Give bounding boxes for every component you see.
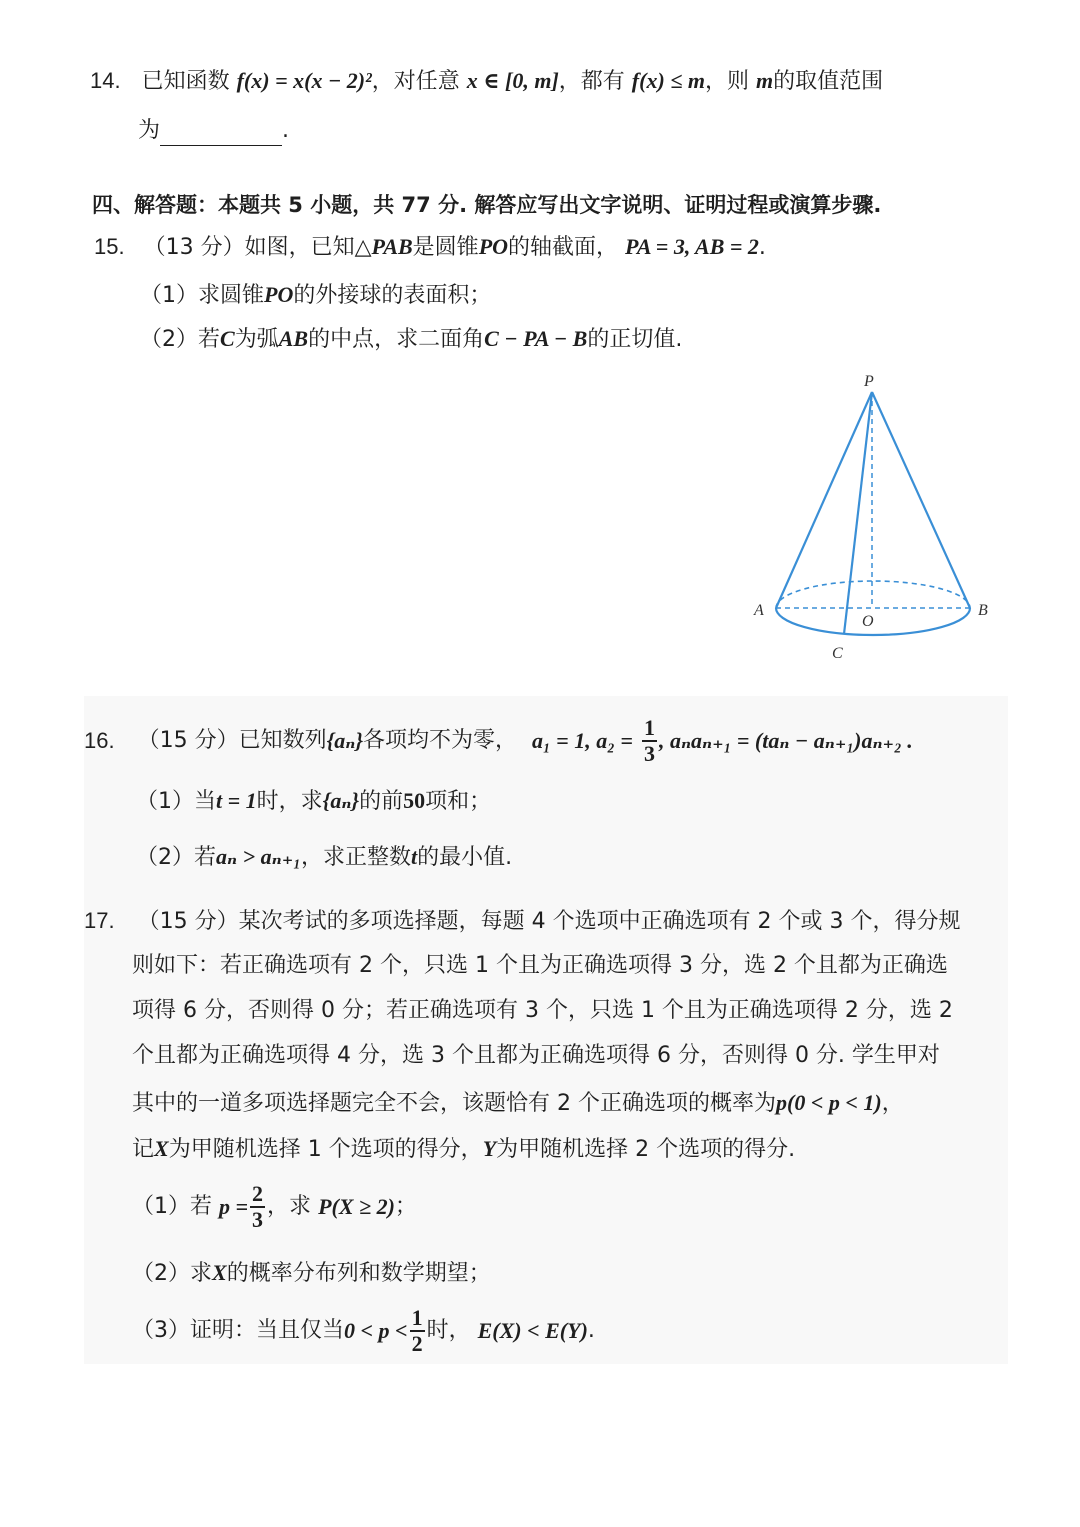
q17-text: ，	[881, 1091, 904, 1116]
q17-sub1	[132, 1182, 417, 1240]
base-back-arc	[776, 581, 970, 608]
q17-math: 0 < p <	[344, 1318, 408, 1343]
q17-math: p(0 < p < 1)	[776, 1090, 882, 1115]
cone-lines	[776, 392, 970, 635]
q17-text: （15 分）某次考试的多项选择题，每题 4 个选项中正确选项有 2 个或 3 个，得分规	[137, 909, 961, 934]
q17-line3: 项得 6 分，否则得 0 分；若正确选项有 3 个，只选 1 个且为正确选项得 2 分，选 2	[132, 998, 953, 1023]
q15-text: （13 分）如图，已知△	[143, 235, 372, 260]
label-p: P	[864, 373, 874, 390]
q16-text: （2）若	[136, 845, 216, 870]
q16-sequence: {aₙ}	[326, 728, 363, 753]
q17-math: Y	[482, 1136, 497, 1161]
q16-given: a₁ = 1, a₂ =	[532, 728, 633, 753]
q17-math: p =	[219, 1194, 249, 1219]
q16-text: （15 分）已知数列	[137, 728, 327, 753]
q15-math: PAB	[371, 234, 413, 259]
fraction-numerator: 2	[252, 1181, 264, 1206]
q15-text: 的外接球的表面积；	[293, 283, 492, 308]
q17-text: 记	[132, 1137, 155, 1162]
cone-figure	[742, 368, 1002, 668]
q14-text: 的取值范围	[773, 69, 884, 94]
q14-line2	[138, 116, 289, 146]
q15-sub1	[140, 280, 491, 311]
q15-text: 的轴截面，	[508, 235, 619, 260]
q17-math: P(X ≥ 2)	[318, 1194, 395, 1219]
q14-domain: x ∈ [0, m]	[466, 68, 559, 93]
q17-math: X	[154, 1136, 169, 1161]
cone-diagram	[742, 368, 1002, 668]
q15-text: 为弧	[234, 327, 279, 352]
label-b: B	[978, 602, 988, 619]
q16-number: 16.	[84, 728, 115, 753]
q14-variable: m	[755, 68, 774, 93]
q15-given: PA = 3, AB = 2	[625, 234, 759, 259]
q16-math: 50	[403, 788, 426, 813]
q15-text: .	[758, 235, 766, 260]
q17-text: ，求	[267, 1194, 312, 1219]
q16-fraction	[642, 716, 657, 766]
q15-math: C	[220, 326, 235, 351]
q15-math: AB	[278, 326, 309, 351]
q17-text: 时，	[426, 1318, 471, 1343]
q17-fraction	[410, 1306, 425, 1356]
q16-text: ，求正整数	[300, 845, 411, 870]
label-a: A	[754, 602, 764, 619]
q17-line6	[132, 1134, 795, 1165]
edge-pa	[776, 392, 872, 608]
q17-text: .	[587, 1318, 595, 1343]
q17-fraction	[250, 1182, 265, 1232]
q15-line1	[94, 232, 766, 263]
q16-math: t	[411, 844, 418, 869]
q14-text: ，都有	[558, 69, 625, 94]
q17-line4: 个且都为正确选项得 4 分，选 3 个且都为正确选项得 6 分，否则得 0 分. 学生甲对	[132, 1043, 940, 1068]
q15-sub2	[140, 324, 682, 355]
q15-text: （2）若	[140, 327, 220, 352]
q14-function: f(x) = x(x − 2)²	[236, 68, 372, 93]
q15-text: 是圆锥	[412, 235, 479, 260]
q17-text: 的概率分布列和数学期望；	[226, 1261, 491, 1286]
q17-sub2	[132, 1258, 491, 1289]
q15-number: 15.	[94, 234, 125, 259]
q14-text: 为	[138, 118, 161, 143]
fraction-denominator: 3	[252, 1207, 264, 1232]
q15-math: PO	[264, 282, 294, 307]
q17-text: ；	[394, 1194, 417, 1219]
q16-math: t = 1	[216, 788, 257, 813]
fraction-numerator: 1	[643, 715, 655, 740]
q17-text: 为甲随机选择 1 个选项的得分，	[168, 1137, 483, 1162]
q15-math: PO	[478, 234, 509, 259]
q17-text: （2）求	[132, 1261, 212, 1286]
q17-number: 17.	[84, 908, 115, 933]
q14-line1	[90, 66, 883, 97]
q16-line1	[84, 716, 913, 766]
q17-text: （3）证明：当且仅当	[132, 1318, 344, 1343]
q17-line5	[132, 1088, 904, 1119]
q17-sub3	[132, 1306, 595, 1364]
fraction-denominator: 3	[643, 741, 655, 766]
q15-text: 的正切值.	[587, 327, 683, 352]
answer-blank	[160, 123, 282, 146]
q17-text: （1）若	[132, 1194, 212, 1219]
q16-text: 的前	[359, 789, 404, 814]
q14-text: 已知函数	[141, 69, 230, 94]
edge-pc	[844, 392, 872, 634]
q16-math: {aₙ}	[322, 788, 360, 813]
fraction-denominator: 2	[411, 1331, 423, 1356]
edge-pb	[872, 392, 970, 608]
q15-text: 的中点，求二面角	[308, 327, 485, 352]
section-heading: 四、解答题：本题共 5 小题，共 77 分. 解答应写出文字说明、证明过程或演算步骤.	[92, 193, 882, 217]
q17-line2: 则如下：若正确选项有 2 个，只选 1 个且为正确选项得 3 分，选 2 个且都为正确选	[132, 953, 948, 978]
fraction-numerator: 1	[411, 1305, 423, 1330]
q14-text: .	[282, 118, 290, 143]
q17-math: X	[212, 1260, 227, 1285]
q17-text: 为甲随机选择 2 个选项的得分.	[496, 1137, 796, 1162]
q16-sub1	[136, 786, 491, 817]
label-c: C	[832, 645, 843, 662]
q16-text: 项和；	[425, 789, 492, 814]
q16-sub2	[136, 842, 512, 873]
label-o: O	[862, 613, 874, 630]
q14-condition: f(x) ≤ m	[631, 68, 705, 93]
q17-line1	[84, 906, 961, 937]
q15-math: C − PA − B	[484, 326, 588, 351]
q15-text: （1）求圆锥	[140, 283, 264, 308]
q16-text: 时，求	[256, 789, 323, 814]
q14-text: ，则	[704, 69, 749, 94]
q17-text: 其中的一道多项选择题完全不会，该题恰有 2 个正确选项的概率为	[132, 1091, 776, 1116]
q16-text: 各项均不为零，	[363, 728, 518, 753]
q14-number: 14.	[90, 68, 121, 93]
q17-math: E(X) < E(Y)	[477, 1318, 588, 1343]
q16-text: （1）当	[136, 789, 216, 814]
q16-text: 的最小值.	[417, 845, 513, 870]
q16-math: aₙ > aₙ₊₁	[216, 844, 301, 869]
q16-recurrence: , aₙaₙ₊₁ = (taₙ − aₙ₊₁)aₙ₊₂ .	[658, 728, 913, 753]
q14-text: ，对任意	[371, 69, 460, 94]
